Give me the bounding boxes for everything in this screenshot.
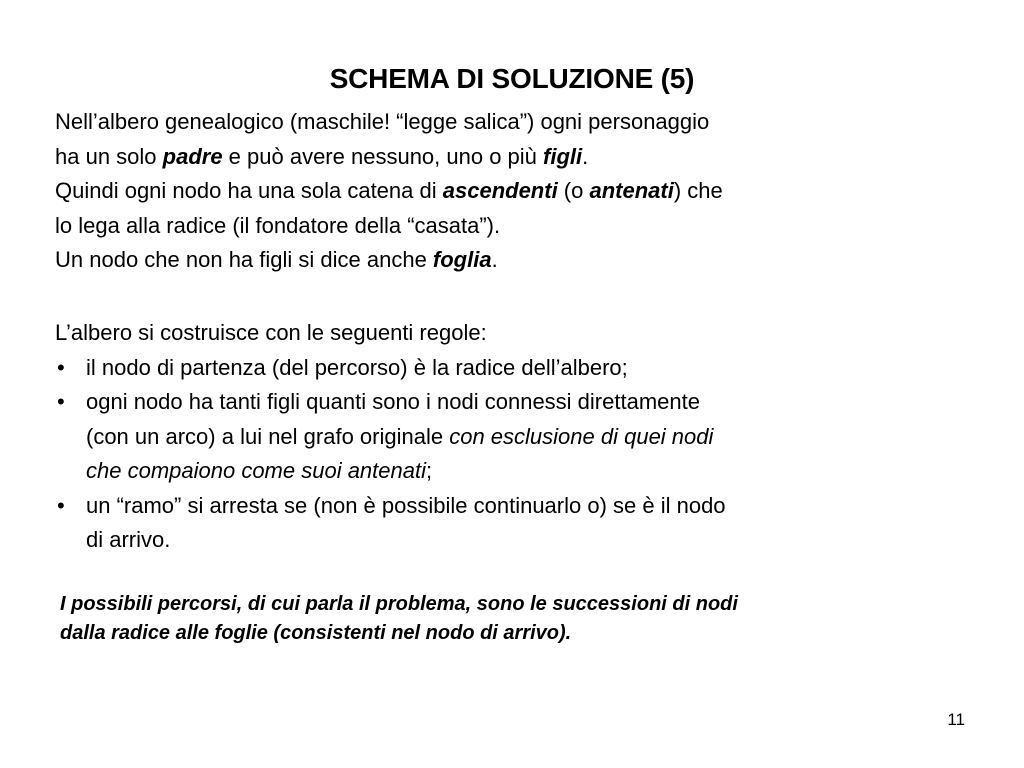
intro-line-4: lo lega alla radice (il fondatore della “casata”). [55,212,501,238]
rule-item-1 [55,351,975,386]
rules-heading: L’albero si costruisce con le seguenti regole: [55,320,487,345]
rule-2-emphasis: che compaiono come suoi antenati [86,458,426,483]
page-number: 11 [947,710,965,729]
intro-text: (o [557,178,590,203]
rule-2-line-2 [86,420,975,455]
intro-text: e può avere nessuno, uno o più [222,143,544,169]
intro-line-2 [55,140,975,175]
term-padre: padre [162,143,223,169]
rule-1-text: il nodo di partenza (del percorso) è la radice dell’albero; [86,354,628,380]
intro-line-3 [55,174,975,209]
intro-text: . [491,247,498,272]
term-antenati: antenati [589,178,674,203]
conclusion-note [60,590,980,648]
term-foglia: foglia [432,247,492,272]
conclusion-line-1: I possibili percorsi, di cui parla il problema, sono le successioni di nodi [60,593,738,615]
slide-title: SCHEMA DI SOLUZIONE (5) [329,62,695,94]
conclusion-line-2: dalla radice alle foglie (consistenti nel nodo di arrivo). [60,622,572,644]
term-ascendenti: ascendenti [442,178,558,203]
intro-text: ) che [673,178,723,203]
intro-text: . [582,143,589,169]
rules-section [55,316,975,558]
intro-text: ha un solo [55,143,163,169]
intro-text: Un nodo che non ha figli si dice anche [55,247,433,272]
rule-item-3 [55,489,975,558]
term-figli: figli [543,143,583,169]
bullet-icon: • [57,492,65,518]
rule-3-line-1: un “ramo” si arresta se (non è possibile continuarlo o) se è il nodo [86,492,726,518]
intro-line-1: Nell’albero genealogico (maschile! “legge salica”) ogni personaggio [55,109,710,134]
intro-line-5 [55,243,975,278]
rule-item-2 [55,385,975,489]
bullet-icon: • [57,389,65,414]
bullet-icon: • [57,354,65,380]
rule-2-line-1: ogni nodo ha tanti figli quanti sono i nodi connessi direttamente [86,389,700,414]
rule-2-emphasis: con esclusione di quei nodi [449,423,714,449]
rule-2-text: ; [426,458,433,483]
rule-2-text: (con un arco) a lui nel grafo originale [86,423,450,449]
rules-list [55,351,975,558]
rule-2-line-3 [86,454,975,489]
intro-text: Quindi ogni nodo ha una sola catena di [55,178,443,203]
intro-paragraph [55,105,975,278]
rule-3-line-2: di arrivo. [86,527,171,552]
